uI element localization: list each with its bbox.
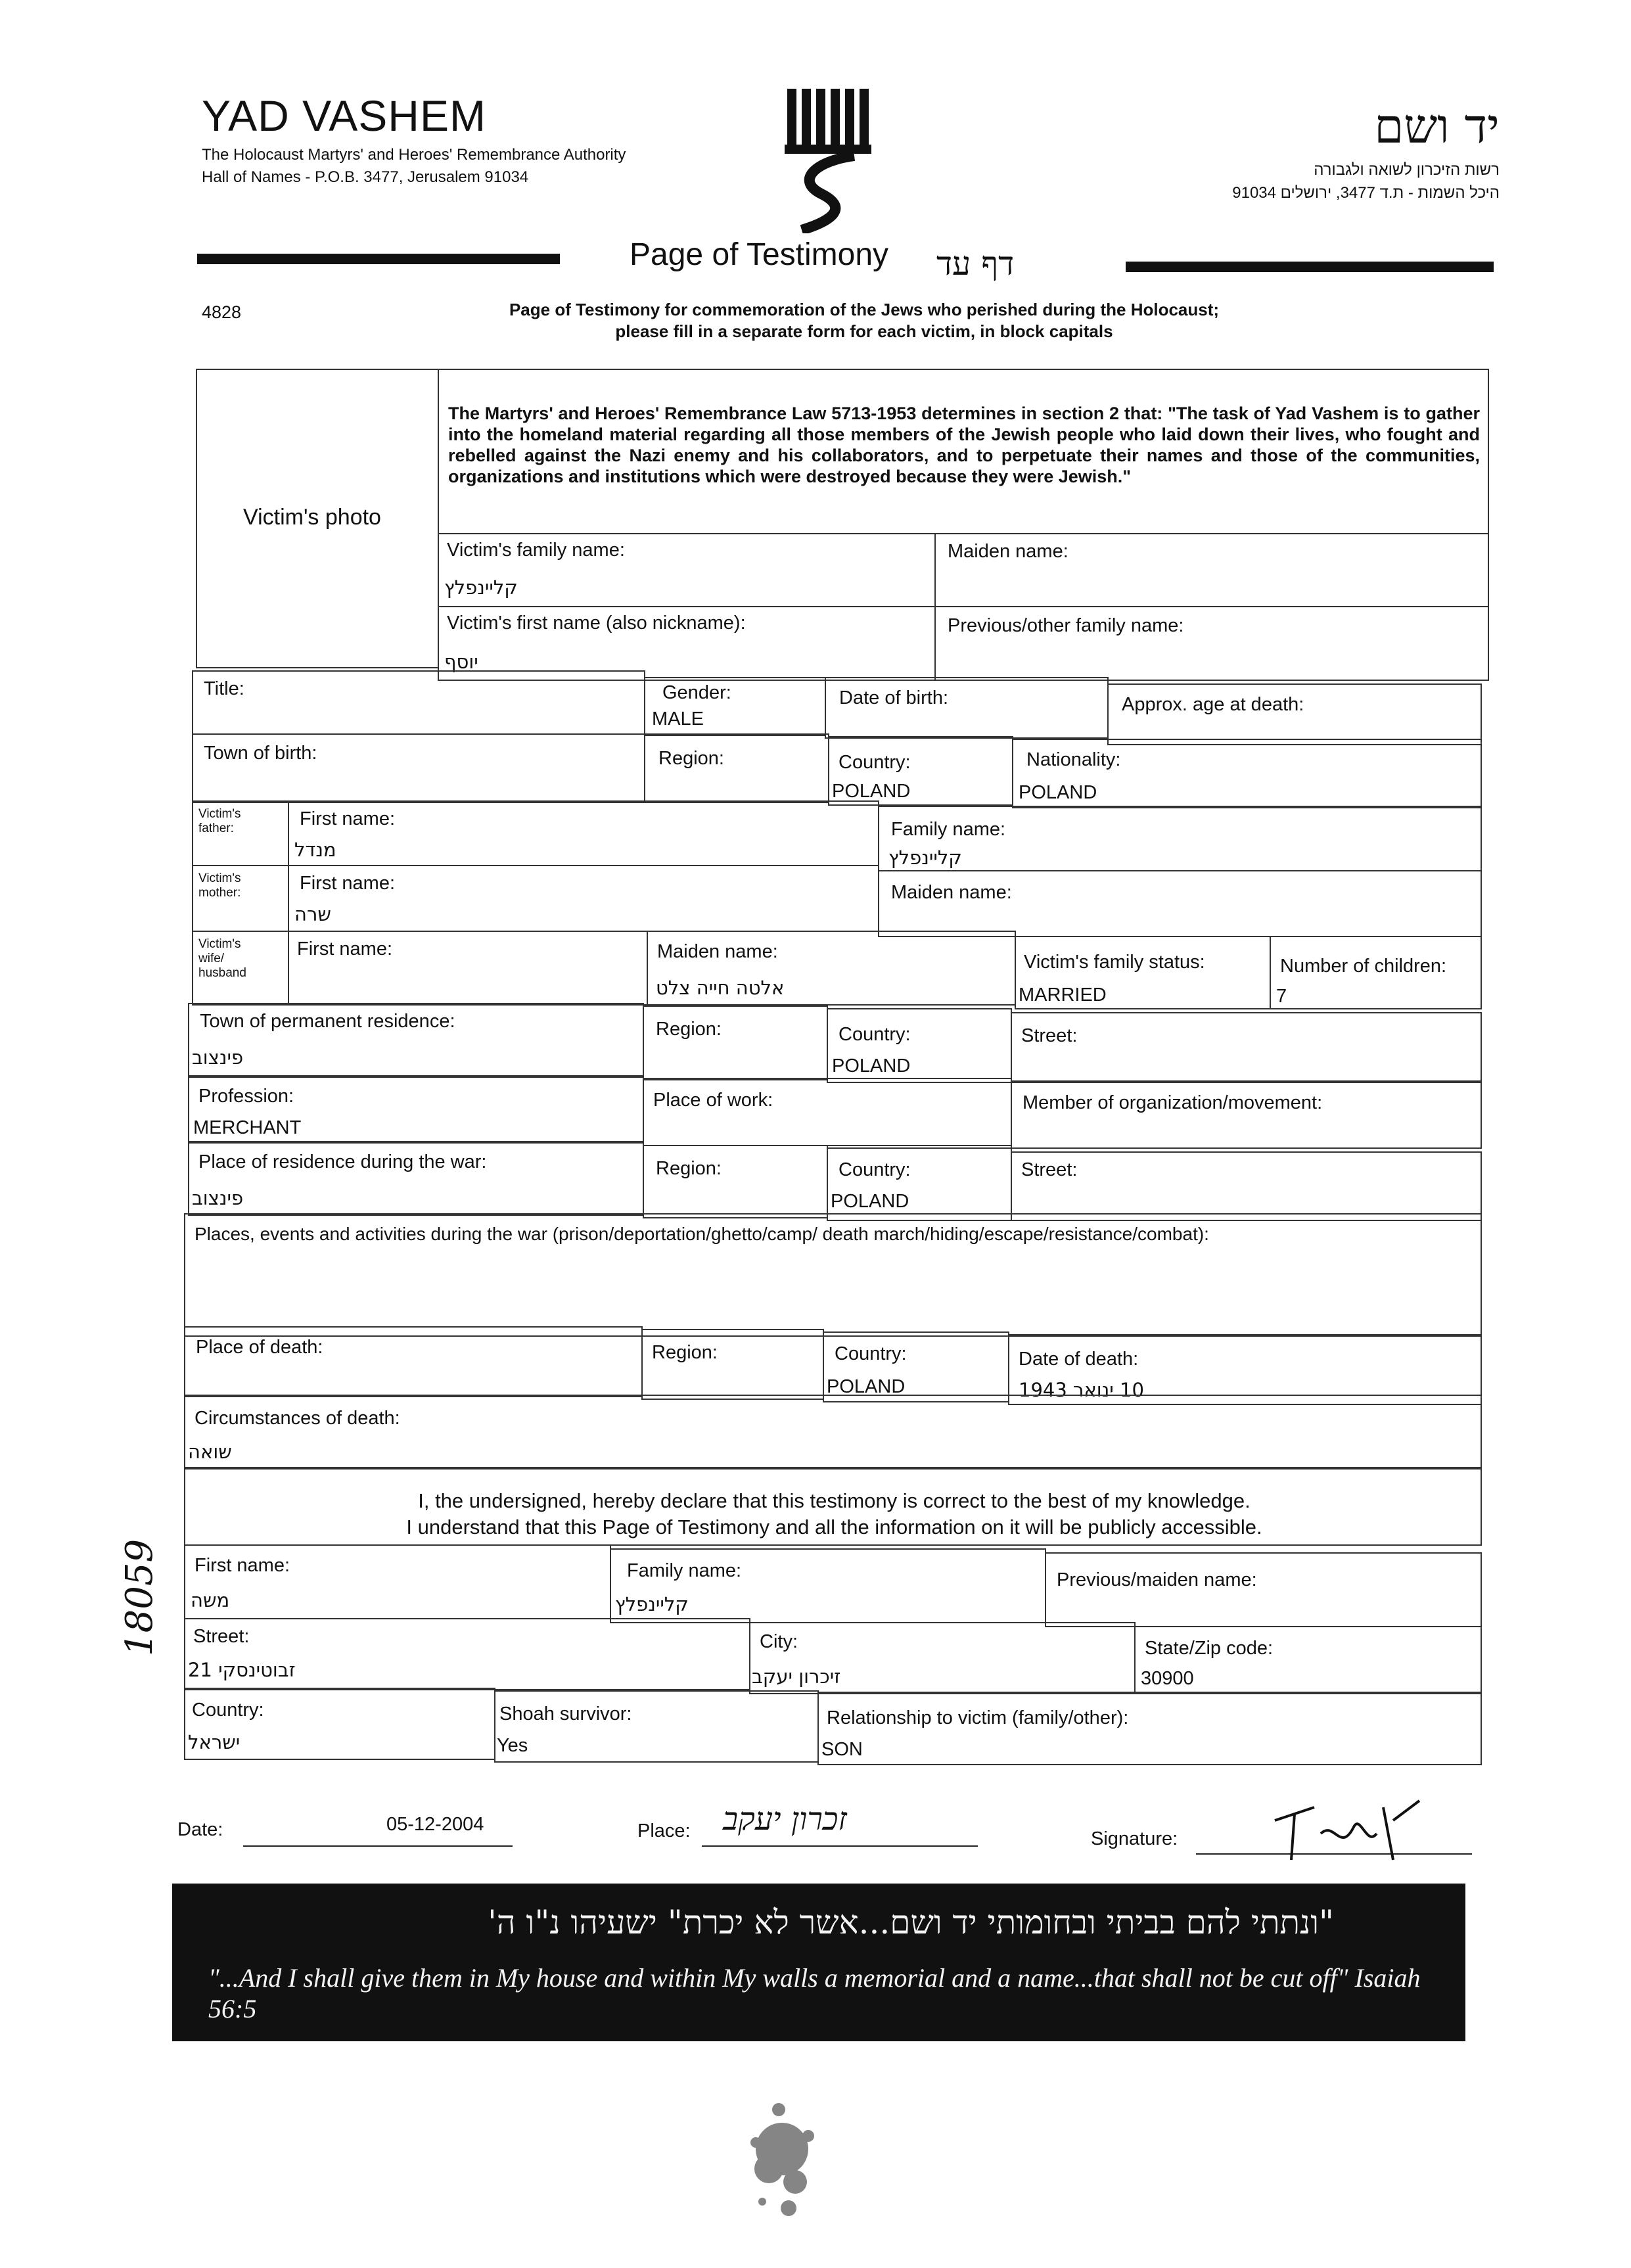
town-of-birth-label: Town of birth: [204,743,317,764]
permanent-residence-label: Town of permanent residence: [200,1011,455,1032]
submitter-first-name-label: First name: [195,1555,290,1576]
residence-street-field[interactable] [1011,1012,1482,1083]
org-address-hebrew: היכל השמות - ת.ד 3477, ירושלים 91034 [1232,184,1500,202]
birth-country-label: Country: [838,752,911,773]
father-family-name-label: Family name: [891,819,1006,840]
war-places-label: Places, events and activities during the war (prison/deportation/ghetto/camp/ death march/hiding/escape/resistance/combat): [195,1224,1209,1244]
shoah-survivor-label: Shoah survivor: [499,1703,632,1724]
title-field[interactable] [192,670,645,735]
spouse-maiden-name-field[interactable] [647,931,1016,1006]
submitter-family-name-label: Family name: [627,1560,742,1581]
submitter-family-name-field[interactable] [610,1548,1046,1623]
date-label: Date: [177,1819,223,1840]
law-box [438,369,1489,534]
quote-english: "...And I shall give them in My house and within My walls a memorial and a name...that shall not be cut off" Isaiah 56:5 [208,1963,1421,2024]
death-region-field[interactable] [641,1329,824,1400]
place-label: Place: [637,1820,691,1841]
number-of-children-field[interactable] [1270,936,1482,1009]
residence-region-label: Region: [656,1019,722,1040]
nationality-label: Nationality: [1026,749,1121,770]
family-status-value: MARRIED [1019,984,1107,1006]
date-of-birth-field[interactable] [825,677,1109,739]
margin-number: 18059 [118,1539,161,1656]
father-label-cell [192,800,289,866]
birth-region-label: Region: [658,748,724,769]
submitter-zip-field[interactable] [1134,1626,1482,1694]
previous-family-name-field[interactable] [934,606,1489,681]
mother-first-name-label: First name: [300,873,396,894]
father-row-label: Victim's father: [198,807,241,835]
maiden-name-field[interactable] [934,533,1489,607]
menorah-logo-icon [775,82,887,233]
date-of-death-value: 10 ינואר 1943 [1019,1379,1144,1401]
permanent-residence-field[interactable] [188,1003,644,1078]
place-line [702,1845,978,1847]
residence-region-field[interactable] [643,1006,828,1080]
number-of-children-label: Number of children: [1280,956,1447,977]
date-line [243,1845,513,1847]
submitter-first-name-value: משה [191,1589,230,1611]
victim-family-name-label: Victim's family name: [447,540,625,561]
war-street-label: Street: [1021,1159,1078,1180]
war-residence-value: פינצוב [192,1187,244,1209]
residence-country-field[interactable] [827,1008,1012,1083]
mother-maiden-name-label: Maiden name: [891,882,1012,903]
war-places-field[interactable] [184,1213,1482,1337]
place-value[interactable]: זכרון יעקב [723,1801,847,1838]
shoah-survivor-value: Yes [497,1735,528,1756]
age-at-death-field[interactable] [1107,683,1482,745]
profession-label: Profession: [198,1086,294,1107]
intro-line-1: Page of Testimony for commemoration of the Jews who perished during the Holocaust; [509,300,1220,319]
father-family-name-value: קליינפלץ [888,846,962,869]
residence-country-label: Country: [838,1024,911,1045]
birth-country-field[interactable] [828,736,1013,806]
header-rule-right [1126,262,1494,272]
death-country-label: Country: [835,1343,907,1364]
submitter-zip-value: 30900 [1141,1668,1194,1689]
mother-first-name-field[interactable] [288,865,879,932]
quote-hebrew: "ונתתי להם בביתי ובחומותי יד ושם...אשר לא יכרת" ישעיהו נ"ו ה' [488,1903,1334,1941]
relationship-value: SON [821,1739,863,1760]
nationality-value: POLAND [1019,782,1097,803]
mother-first-name-value: שרה [294,903,331,925]
submitter-street-label: Street: [193,1626,250,1647]
victim-first-name-label: Victim's first name (also nickname): [447,613,746,634]
war-region-label: Region: [656,1158,722,1179]
father-family-name-field[interactable] [878,806,1482,871]
profession-field[interactable] [188,1075,644,1144]
submitter-previous-name-label: Previous/maiden name: [1057,1569,1257,1590]
submitter-street-value: זבוטינסקי 21 [188,1659,296,1681]
war-residence-label: Place of residence during the war: [198,1151,487,1172]
father-first-name-label: First name: [300,808,396,829]
relationship-label: Relationship to victim (family/other): [827,1707,1129,1728]
relationship-field[interactable] [817,1692,1482,1765]
father-first-name-value: מנדל [294,839,336,861]
signature-label: Signature: [1091,1828,1178,1849]
org-name-hebrew: יד ושם [1374,99,1500,154]
org-name: YAD VASHEM [202,91,486,140]
place-of-work-label: Place of work: [653,1090,773,1111]
submitter-zip-label: State/Zip code: [1145,1638,1274,1659]
org-subtitle-hebrew: רשות הזיכרון לשואה ולגבורה [1314,161,1500,179]
victim-first-name-value: יוסף [444,651,478,673]
page-title: Page of Testimony [630,237,889,272]
submitter-city-value: זיכרון יעקב [752,1665,841,1688]
spouse-first-name-field[interactable] [288,931,648,1006]
date-of-birth-label: Date of birth: [839,687,949,708]
town-of-birth-field[interactable] [192,733,645,803]
profession-value: MERCHANT [193,1117,302,1138]
spouse-label-cell [192,931,289,1006]
previous-family-name-label: Previous/other family name: [948,615,1184,636]
form-intro [421,299,1308,342]
war-residence-field[interactable] [188,1141,644,1216]
gender-value: MALE [652,708,704,729]
war-street-field[interactable] [1011,1151,1482,1221]
submitter-first-name-field[interactable] [184,1544,611,1619]
photo-label: Victim's photo [243,505,381,530]
declaration-text [185,1488,1483,1540]
death-country-value: POLAND [827,1376,906,1397]
declaration-line-1: I, the undersigned, hereby declare that this testimony is correct to the best of my knowledge. [418,1489,1251,1512]
mother-label-cell [192,865,289,932]
declaration-line-2: I understand that this Page of Testimony and all the information on it will be publicly accessible. [406,1516,1262,1539]
date-value[interactable]: 05-12-2004 [386,1814,484,1835]
death-region-label: Region: [652,1342,718,1363]
mother-maiden-name-field[interactable] [878,870,1482,937]
circumstances-value: שואה [188,1441,232,1463]
place-of-death-field[interactable] [184,1326,643,1397]
submitter-previous-name-field[interactable] [1045,1552,1482,1627]
photo-box[interactable] [196,369,439,668]
organization-label: Member of organization/movement: [1022,1092,1323,1113]
spouse-row-label: Victim's wife/ husband [198,937,246,980]
signature-scribble-icon[interactable] [1262,1794,1433,1866]
shoah-survivor-field[interactable] [494,1690,819,1763]
spouse-first-name-label: First name: [297,938,393,960]
residence-country-value: POLAND [832,1055,911,1076]
gender-label: Gender: [662,682,731,703]
father-first-name-field[interactable] [288,800,879,866]
victim-first-name-field[interactable] [438,606,936,681]
submitter-country-value: ישראל [188,1731,241,1753]
victim-family-name-field[interactable]: Victim's family name: קליינפלץ [438,533,936,607]
war-country-label: Country: [838,1159,911,1180]
family-status-label: Victim's family status: [1024,952,1205,973]
maiden-name-label: Maiden name: [948,541,1068,562]
declaration-box [184,1467,1482,1546]
submitter-city-field[interactable] [749,1622,1136,1694]
nationality-field[interactable] [1012,739,1482,808]
spouse-maiden-name-label: Maiden name: [657,941,778,962]
page-title-hebrew: דף עד [936,244,1015,283]
war-region-field[interactable] [643,1145,828,1218]
death-country-field[interactable] [823,1331,1009,1402]
war-country-field[interactable] [827,1147,1012,1221]
submitter-street-field[interactable] [184,1618,750,1690]
permanent-residence-value: פינצוב [192,1046,244,1069]
org-address: Hall of Names - P.O.B. 3477, Jerusalem 91034 [202,168,529,186]
law-text: The Martyrs' and Heroes' Remembrance Law 5713-1953 determines in section 2 that: "The task of Yad Vashem is to gather into the homeland material regarding all those members of the Jewish people who laid down their lives, who fought and rebelled against the Nazi enemy and his collaborators, and to perpetuate their names and those of the communities, organizations and institutions which were destroyed because they were Jewish." [448,404,1480,486]
submitter-city-label: City: [760,1631,798,1652]
birth-region-field[interactable] [644,733,829,803]
spouse-maiden-name-value: אלטה חייה צלט [656,977,785,999]
submitter-country-field[interactable] [184,1688,495,1760]
circumstances-label: Circumstances of death: [195,1408,400,1429]
age-at-death-label: Approx. age at death: [1122,694,1304,715]
place-of-work-field[interactable] [643,1078,1012,1146]
place-of-death-label: Place of death: [196,1337,323,1358]
submitter-family-name-value: קליינפלץ [615,1593,689,1615]
number-of-children-value: 7 [1276,986,1287,1007]
circumstances-field[interactable] [184,1395,1482,1470]
birth-country-value: POLAND [832,781,911,802]
war-country-value: POLAND [831,1191,909,1212]
mother-row-label: Victim's mother: [198,871,241,900]
title-label: Title: [204,678,244,699]
form-number: 4828 [202,302,242,322]
gender-field[interactable] [644,677,826,736]
intro-line-2: please fill in a separate form for each victim, in block capitals [615,321,1113,341]
stamp-smudge-icon [710,2064,854,2241]
residence-street-label: Street: [1021,1025,1078,1046]
organization-field[interactable] [1011,1080,1482,1149]
submitter-country-label: Country: [192,1700,264,1721]
org-subtitle: The Holocaust Martyrs' and Heroes' Remembrance Authority [202,146,626,164]
date-of-death-label: Date of death: [1019,1349,1139,1370]
family-status-field[interactable] [1015,936,1271,1009]
header-rule-left [197,254,560,264]
quote-banner [172,1884,1465,2041]
